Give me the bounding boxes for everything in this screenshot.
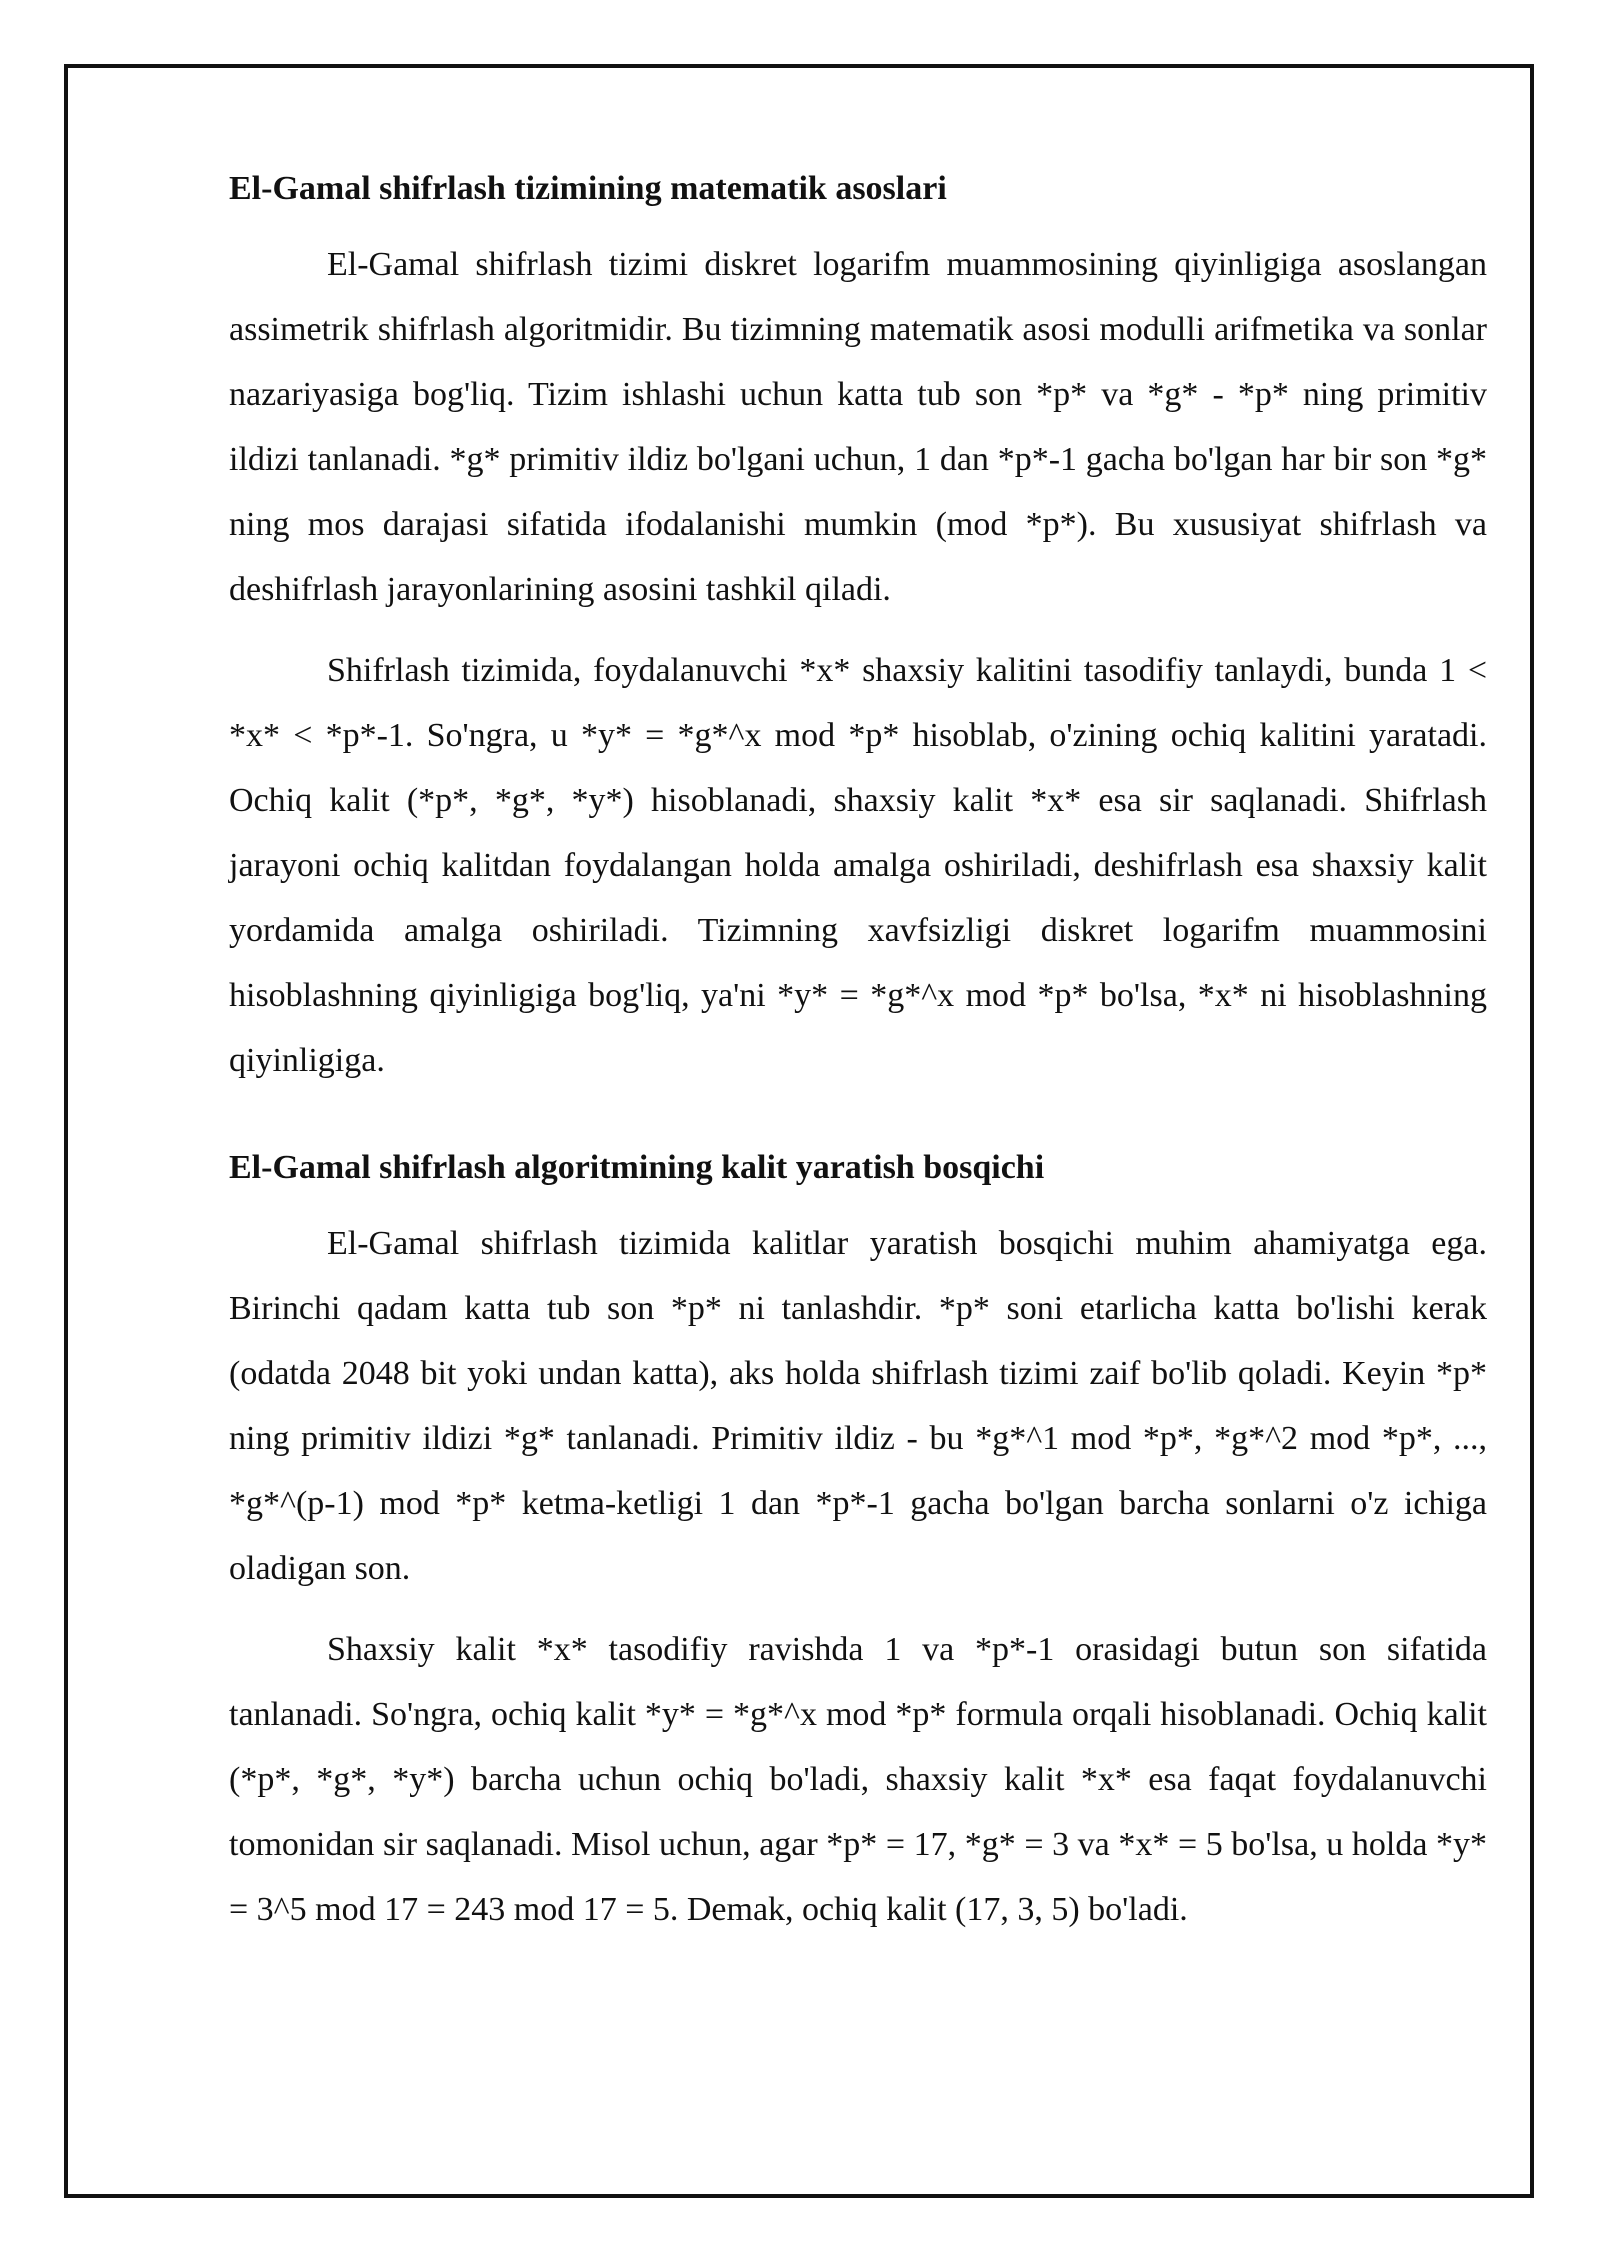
section-heading: El-Gamal shifrlash algoritmining kalit yaratish bosqichi	[229, 1149, 1045, 1186]
section-heading: El-Gamal shifrlash tizimining matematik asoslari	[229, 170, 947, 207]
document-body	[229, 168, 1487, 1958]
body-paragraph: El-Gamal shifrlash tizimida kalitlar yaratish bosqichi muhim ahamiyatga ega. Birinchi qadam katta tub son *p* ni tanlashdir. *p* soni etarlicha katta bo'lishi kerak (odatda 2048 bit yoki undan katta), aks holda shifrlash tizimi zaif bo'lib qoladi. Keyin *p* ning primitiv ildizi *g* tanlanadi. Primitiv ildiz - bu *g*^1 mod *p*, *g*^2 mod *p*, ..., *g*^(p-1) mod *p* ketma-ketligi 1 dan *p*-1 gacha bo'lgan barcha sonlarni o'z ichiga oladigan son.	[229, 1225, 1487, 1587]
body-paragraph: Shaxsiy kalit *x* tasodifiy ravishda 1 va *p*-1 orasidagi butun son sifatida tanlanadi. So'ngra, ochiq kalit *y* = *g*^x mod *p* formula orqali hisoblanadi. Ochiq kalit (*p*, *g*, *y*) barcha uchun ochiq bo'ladi, shaxsiy kalit *x* esa faqat foydalanuvchi tomonidan sir saqlanadi. Misol uchun, agar *p* = 17, *g* = 3 va *x* = 5 bo'lsa, u holda *y* = 3^5 mod 17 = 243 mod 17 = 5. Demak, ochiq kalit (17, 3, 5) bo'ladi.	[229, 1631, 1487, 1928]
body-paragraph: Shifrlash tizimida, foydalanuvchi *x* shaxsiy kalitini tasodifiy tanlaydi, bunda 1 < *x* < *p*-1. So'ngra, u *y* = *g*^x mod *p* hisoblab, o'zining ochiq kalitini yaratadi. Ochiq kalit (*p*, *g*, *y*) hisoblanadi, shaxsiy kalit *x* esa sir saqlanadi. Shifrlash jarayoni ochiq kalitdan foydalangan holda amalga oshiriladi, deshifrlash esa shaxsiy kalit yordamida amalga oshiriladi. Tizimning xavfsizligi diskret logarifm muammosini hisoblashning qiyinligiga bog'liq, ya'ni *y* = *g*^x mod *p* bo'lsa, *x* ni hisoblashning qiyinligiga.	[229, 652, 1487, 1079]
body-paragraph: El-Gamal shifrlash tizimi diskret logarifm muammosining qiyinligiga asoslangan assimetrik shifrlash algoritmidir. Bu tizimning matematik asosi modulli arifmetika va sonlar nazariyasiga bog'liq. Tizim ishlashi uchun katta tub son *p* va *g* - *p* ning primitiv ildizi tanlanadi. *g* primitiv ildiz bo'lgani uchun, 1 dan *p*-1 gacha bo'lgan har bir son *g* ning mos darajasi sifatida ifodalanishi mumkin (mod *p*). Bu xususiyat shifrlash va deshifrlash jarayonlarining asosini tashkil qiladi.	[229, 246, 1487, 608]
